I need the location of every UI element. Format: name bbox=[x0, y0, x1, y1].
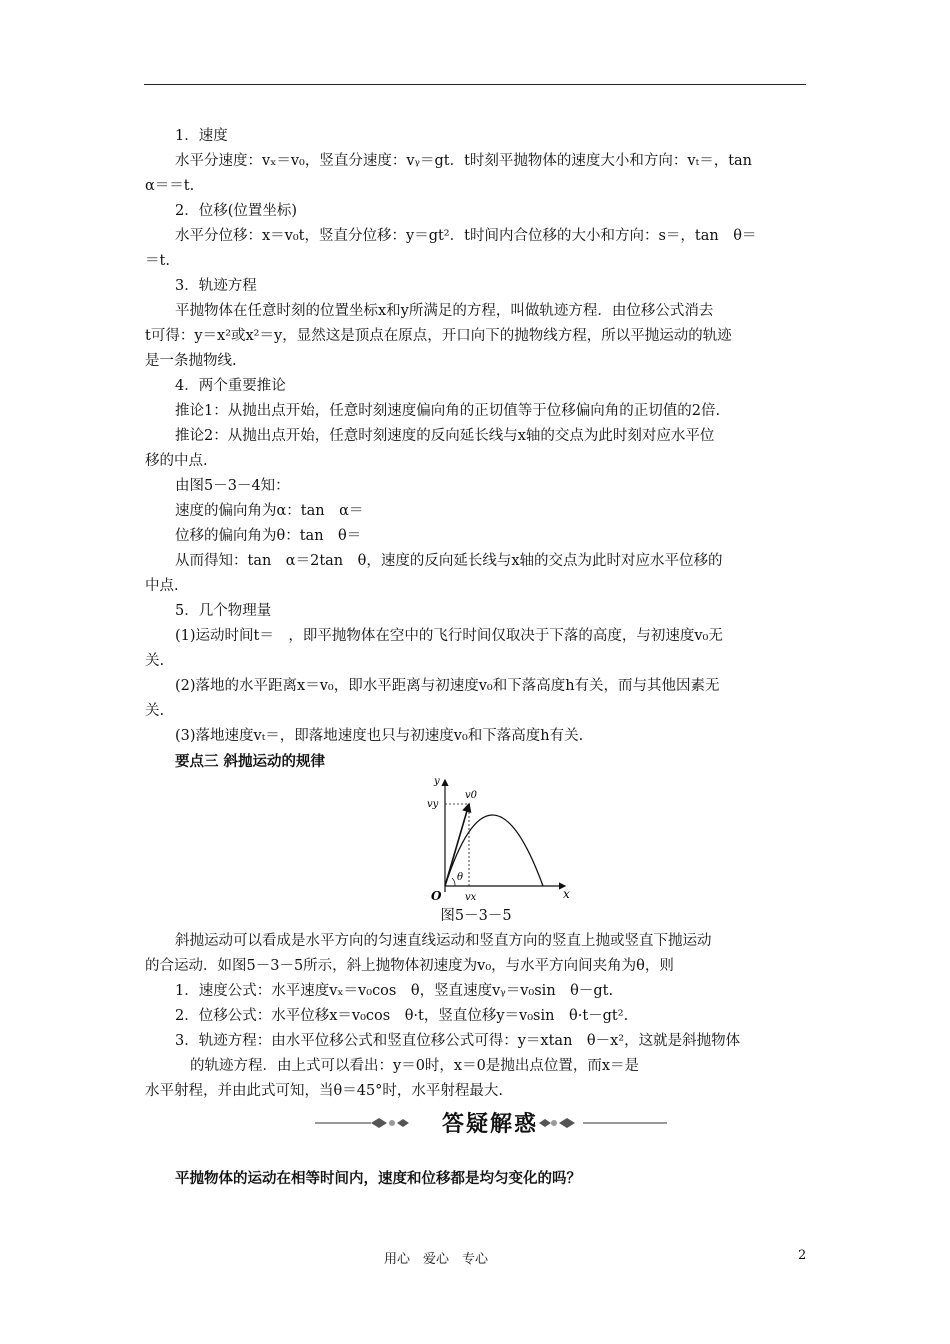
quantity-1-line-2: 关. bbox=[145, 653, 165, 669]
label-origin: O bbox=[431, 889, 442, 903]
trajectory-line-1: 平抛物体在任意时刻的位置坐标x和y所满足的方程，叫做轨迹方程．由位移公式消去 bbox=[175, 303, 714, 319]
label-y: y bbox=[434, 776, 440, 787]
formula-trajectory-line-1: 3．轨迹方程：由水平位移公式和竖直位移公式可得：y＝xtan θ－x²，这就是斜抛物体 bbox=[175, 1033, 741, 1049]
heading-corollaries: 4．两个重要推论 bbox=[175, 378, 286, 394]
label-v0: v0 bbox=[465, 790, 478, 801]
question-text: 平抛物体的运动在相等时间内，速度和位移都是均匀变化的吗？ bbox=[175, 1170, 581, 1187]
header-rule bbox=[144, 84, 806, 85]
label-x: x bbox=[563, 887, 570, 901]
quantity-2-line-2: 关. bbox=[145, 703, 165, 719]
theta-arc bbox=[452, 878, 455, 886]
oblique-intro-line-2: 的合运动．如图5－3－5所示，斜上抛物体初速度为v₀，与水平方向间夹角为θ，则 bbox=[145, 958, 674, 974]
figure-caption: 图5－3－5 bbox=[440, 908, 512, 924]
document-body bbox=[145, 124, 807, 1191]
quantity-1-line-1: (1)运动时间t＝ ，即平抛物体在空中的飞行时间仅取决于下落的高度，与初速度v₀无 bbox=[175, 628, 723, 644]
footer-slogan: 用心 爱心 专心 bbox=[384, 1252, 489, 1267]
displacement-line-1: 水平分位移：x＝v₀t，竖直分位移：y＝gt²．t时间内合位移的大小和方向：s＝，tan θ＝ bbox=[175, 228, 757, 244]
projectile-diagram bbox=[415, 774, 575, 904]
conclusion-line-2: 中点. bbox=[145, 578, 179, 594]
conclusion-line-1: 从而得知：tan α＝2tan θ，速度的反向延长线与x轴的交点为此时对应水平位移的 bbox=[175, 553, 723, 569]
label-vx: vx bbox=[465, 892, 477, 903]
label-vy: vy bbox=[427, 799, 439, 810]
quantity-2-line-1: (2)落地的水平距离x＝v₀，即水平距离与初速度v₀和下落高度h有关，而与其他因素无 bbox=[175, 678, 720, 694]
displacement-line-2: ＝t. bbox=[145, 253, 170, 269]
formula-displacement: 2．位移公式：水平位移x＝v₀cos θ·t，竖直位移y＝v₀sin θ·t－gt². bbox=[175, 1008, 629, 1024]
corollary-2-line-1: 推论2：从抛出点开始，任意时刻速度的反向延长线与x轴的交点为此时刻对应水平位 bbox=[175, 428, 715, 444]
section-title-oblique: 要点三 斜抛运动的规律 bbox=[175, 753, 326, 770]
banner-title: 答疑解惑 bbox=[441, 1112, 538, 1137]
velocity-line-2: α＝＝t. bbox=[145, 178, 195, 194]
velocity-line-1: 水平分速度：vₓ＝v₀，竖直分速度：vᵧ＝gt．t时刻平抛物体的速度大小和方向：vₜ＝，tan bbox=[175, 153, 753, 169]
formula-velocity: 1．速度公式：水平速度vₓ＝v₀cos θ，竖直速度vᵧ＝v₀sin θ－gt. bbox=[175, 983, 614, 999]
heading-quantities: 5．几个物理量 bbox=[175, 603, 272, 619]
quantity-3: (3)落地速度vₜ＝，即落地速度也只与初速度v₀和下落高度h有关. bbox=[175, 728, 584, 744]
heading-velocity: 1．速度 bbox=[175, 128, 228, 144]
heading-trajectory: 3．轨迹方程 bbox=[175, 278, 257, 294]
displacement-angle: 位移的偏向角为θ：tan θ＝ bbox=[175, 528, 362, 544]
velocity-angle: 速度的偏向角为α：tan α＝ bbox=[175, 503, 364, 519]
formula-trajectory-line-2: 的轨迹方程．由上式可以看出：y＝0时，x＝0是抛出点位置，而x＝是 bbox=[190, 1058, 639, 1074]
trajectory-line-2: t可得：y＝x²或x²＝y，显然这是顶点在原点，开口向下的抛物线方程，所以平抛运动的轨迹 bbox=[145, 328, 732, 344]
formula-trajectory-line-3: 水平射程，并由此式可知，当θ＝45°时，水平射程最大. bbox=[145, 1083, 504, 1099]
trajectory-line-3: 是一条抛物线. bbox=[145, 353, 237, 369]
corollary-1: 推论1：从抛出点开始，任意时刻速度偏向角的正切值等于位移偏向角的正切值的2倍. bbox=[175, 403, 721, 419]
corollary-2-line-2: 移的中点. bbox=[145, 453, 208, 469]
qa-banner bbox=[145, 1104, 807, 1160]
figure-reference: 由图5－3－4知： bbox=[175, 478, 290, 494]
figure-oblique-projectile bbox=[145, 774, 807, 904]
page-number: 2 bbox=[798, 1248, 807, 1263]
oblique-intro-line-1: 斜抛运动可以看成是水平方向的匀速直线运动和竖直方向的竖直上抛或竖直下抛运动 bbox=[175, 933, 712, 949]
label-theta: θ bbox=[457, 872, 464, 883]
heading-displacement: 2．位移(位置坐标) bbox=[175, 203, 298, 219]
